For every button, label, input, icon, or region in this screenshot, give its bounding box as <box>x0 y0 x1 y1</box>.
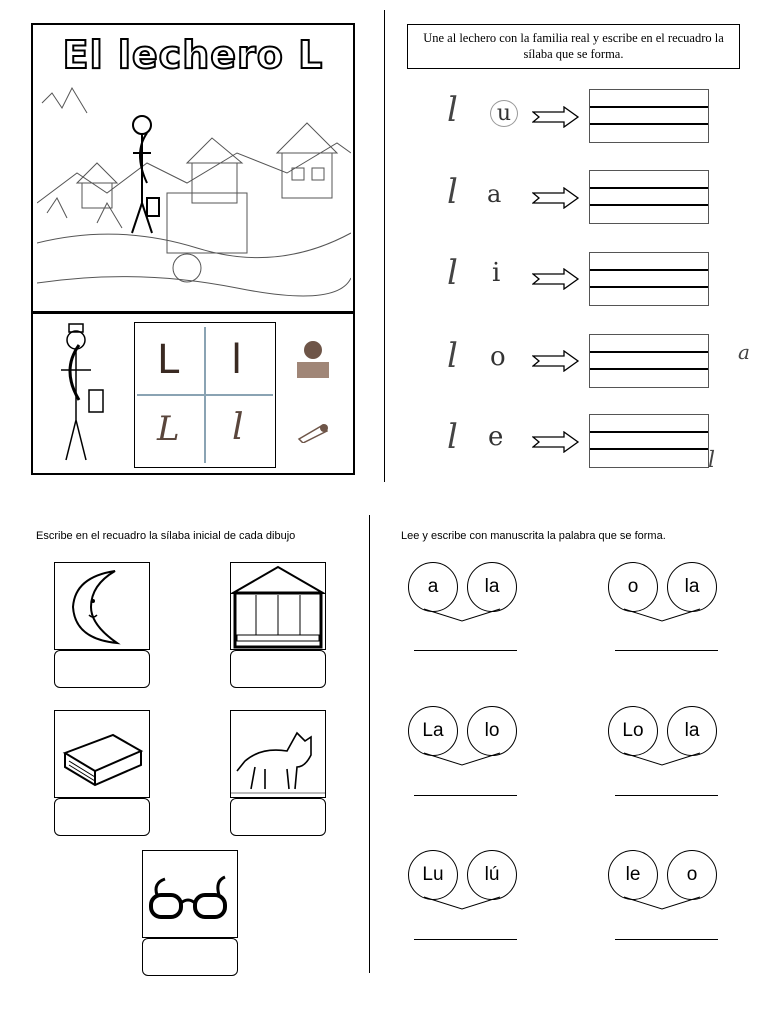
royal-figure: e <box>488 422 504 452</box>
answer-field[interactable] <box>54 798 150 836</box>
lechero-figure: l <box>447 172 458 212</box>
section-right-title: Lee y escribe con manuscrita la palabra que se forma. <box>401 530 666 542</box>
arrow-icon <box>532 350 580 372</box>
answer-box[interactable] <box>589 334 709 388</box>
picture-wolf <box>230 710 326 798</box>
royal-figure: o <box>490 342 506 372</box>
answer-field[interactable] <box>230 650 326 688</box>
letter-lower-print: l <box>231 337 243 383</box>
moon-icon <box>55 563 149 649</box>
letter-lower-cursive: l <box>232 407 244 448</box>
royal-figure: i <box>492 258 501 288</box>
syllable-circle: o <box>667 850 717 900</box>
page-title: El lechero L <box>62 33 324 77</box>
picture-kiosk <box>230 562 326 650</box>
kiosk-icon <box>231 563 325 649</box>
lechero-figure-extra: l <box>708 448 716 473</box>
title-panel <box>31 23 355 313</box>
syllable-circle: a <box>408 562 458 612</box>
syllable-circle: la <box>667 562 717 612</box>
answer-box[interactable] <box>589 252 709 306</box>
instruction-box: Une al lechero con la familia real y escribe en el recuadro la sílaba que se forma. <box>407 24 740 69</box>
glasses-icon <box>143 851 237 937</box>
answer-field[interactable] <box>142 938 238 976</box>
syllable-circle: Lo <box>608 706 658 756</box>
syllable-circle: le <box>608 850 658 900</box>
write-line[interactable] <box>615 795 718 796</box>
wolf-icon <box>231 711 325 797</box>
answer-box[interactable] <box>589 414 709 468</box>
syllable-circle: la <box>667 706 717 756</box>
write-line[interactable] <box>414 795 517 796</box>
answer-field[interactable] <box>54 650 150 688</box>
lechero-figure: l <box>447 417 458 457</box>
royal-figure: a <box>487 180 502 208</box>
syllable-circle: lú <box>467 850 517 900</box>
write-line[interactable] <box>414 650 517 651</box>
letter-upper-print: L <box>157 337 180 383</box>
divider-top <box>384 10 385 482</box>
write-line[interactable] <box>615 650 718 651</box>
reading-person-icon <box>295 340 331 380</box>
arrow-icon <box>532 106 580 128</box>
picture-glasses <box>142 850 238 938</box>
book-icon <box>55 711 149 797</box>
lechero-figure: l <box>447 336 458 376</box>
write-line[interactable] <box>615 939 718 940</box>
syllable-circle: Lu <box>408 850 458 900</box>
arrow-icon <box>532 268 580 290</box>
lechero-figure: l <box>447 253 458 293</box>
picture-moon <box>54 562 150 650</box>
divider-bottom <box>369 515 370 973</box>
village-scene-illustration <box>37 83 351 309</box>
answer-field[interactable] <box>230 798 326 836</box>
syllable-circle: lo <box>467 706 517 756</box>
letter-upper-cursive: L <box>157 409 180 449</box>
syllable-circle: o <box>608 562 658 612</box>
syllable-circle: la <box>467 562 517 612</box>
answer-box[interactable] <box>589 170 709 224</box>
picture-book <box>54 710 150 798</box>
write-line[interactable] <box>414 939 517 940</box>
syllable-circle: La <box>408 706 458 756</box>
pencil-icon <box>295 419 331 443</box>
section-left-title: Escribe en el recuadro la sílaba inicial de cada dibujo <box>36 530 296 542</box>
letter-grid <box>134 322 276 468</box>
royal-figure: u <box>490 100 518 127</box>
lechero-figure: l <box>447 90 458 130</box>
royal-figure-extra: a <box>738 340 750 364</box>
answer-box[interactable] <box>589 89 709 143</box>
milkman-icon <box>51 320 113 470</box>
arrow-icon <box>532 431 580 453</box>
arrow-icon <box>532 187 580 209</box>
